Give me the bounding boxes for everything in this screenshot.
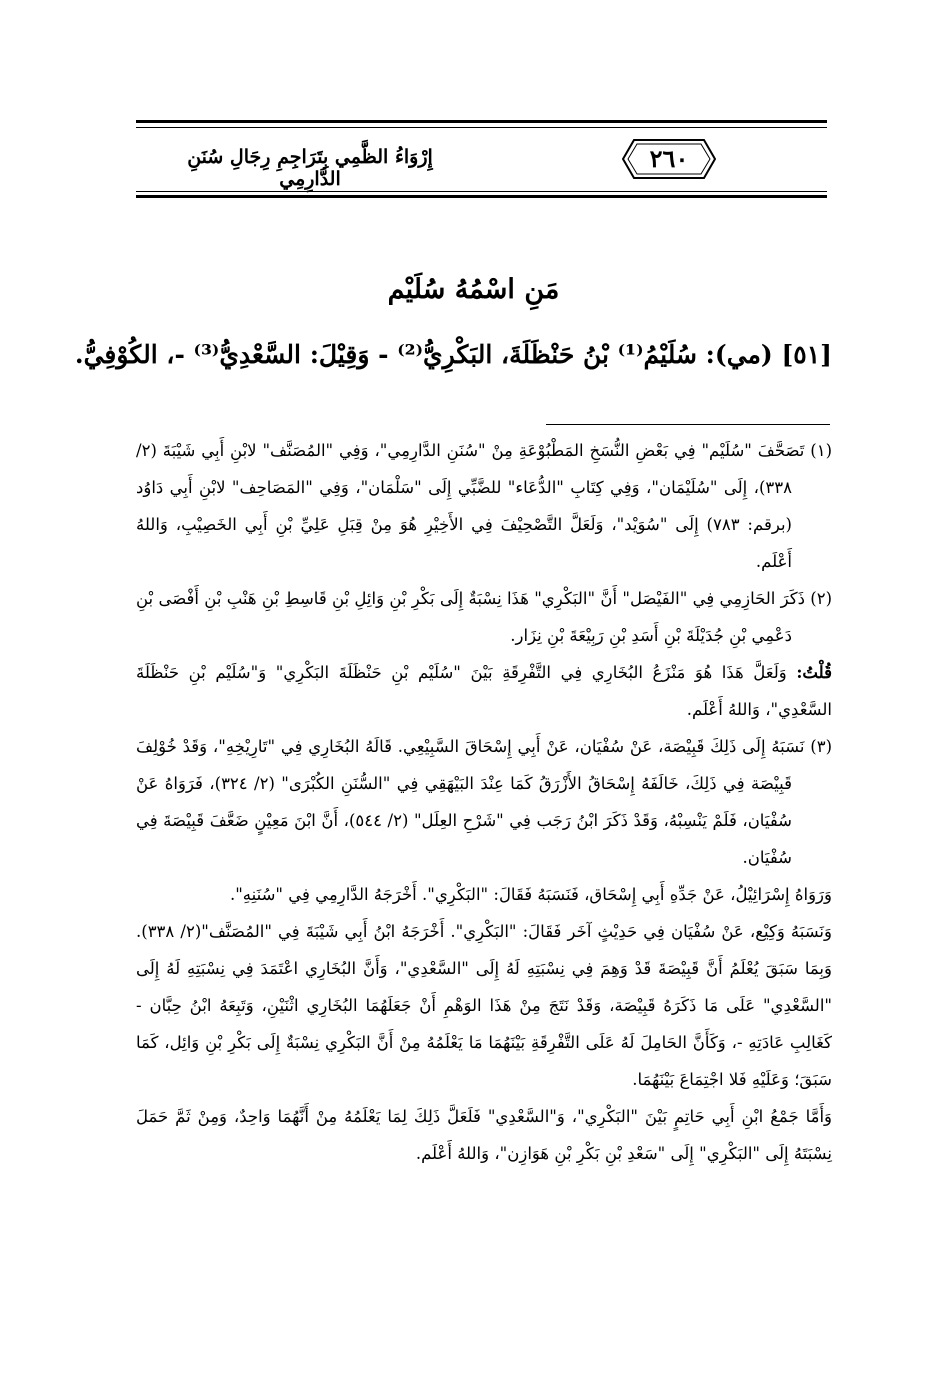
footnote-2-remark	[136, 654, 832, 728]
footnote-3: (٣) نَسَبَهُ إِلَى ذَلِكَ قَبِيْصَة، عَنْ سُفْيَان، عَنْ أَبِي إِسْحَاقَ السَّبِيْعِي. قَالَهُ البُخَارِي فِي "تَارِيْخِهِ"، وَقَدْ خُوْلِفَ قَبِيْصَة فِي ذَلِكَ، خَالَفَهُ إِسْحَاقُ الأَزْرَقُ كَمَا عِنْدَ البَيْهَقِي فِي "السُّنَنِ الكُبْرَى" (٢/ ٣٢٤)، فَرَوَاهُ عَنْ سُفْيَان، فَلَمْ يَنْسِبْهُ، وَقَدْ ذَكَرَ ابْنُ رَجَب فِي "شَرْحِ العِلَل" (٢/ ٥٤٤)، أَنَّ ابْنَ مَعِيْنٍ ضَعَّفَ قَبِيْصَةَ فِي سُفْيَان.	[136, 737, 832, 867]
entry-heading: [٥١] (مي): سُلَيْمُ⁽¹⁾ بْنُ حَنْظَلَةَ، البَكْرِيُّ⁽²⁾ - وَقِيْلَ: السَّعْدِيُّ⁽³⁾ -، الكُوْفِيُّ.	[74, 340, 832, 369]
paragraph-3: وَأَمَّا جَمْعُ ابْنِ أَبِي حَاتِمٍ بَيْنَ "البَكْرِي"، وَ"السَّعْدِي" فَلَعَلَّ ذَلِكَ لِمَا يَعْلَمُهُ مِنْ أَنَّهُمَا وَاحِدٌ، وَمِنْ ثَمَّ حَمَلَ نِسْبَتَهُ إِلَى "البَكْرِي" إِلَى "سَعْدِ بْنِ بَكْرِ بْنِ هَوَازِن"، وَاللهُ أَعْلَم.	[136, 1107, 832, 1163]
running-title: إِرْوَاءُ الظَّمِي بِتَرَاجِمِ رِجَالِ سُنَنِ الدَّارِمِي	[187, 146, 433, 190]
page-number: ٢٦٠	[649, 144, 689, 173]
header-rule-bottom-thick	[136, 195, 827, 198]
page-number-frame	[622, 139, 716, 179]
remark-text: وَلَعَلَّ هَذَا هُوَ مَنْزَعُ البُخَارِي فِي التَّفْرِقَةِ بَيْنَ "سُلَيْم بْنِ حَنْظَلَةَ البَكْرِي" وَ"سُلَيْم بْنِ حَنْظَلَةَ السَّعْدِي"، وَاللهُ أَعْلَم.	[136, 663, 832, 719]
header-rule-top-thick	[136, 120, 827, 123]
paragraph-1: وَرَوَاهُ إِسْرَائِيْلُ، عَنْ جَدِّهِ أَبِي إِسْحَاق، فَنَسَبَهُ فَقَالَ: "البَكْرِي". أَخْرَجَهُ الدَّارِمِي فِي "سُنَنِهِ".	[229, 885, 832, 904]
footnote-1: (١) تَصَحَّفَ "سُلَيْم" فِي بَعْضِ النُّسَخِ المَطْبُوْعَةِ مِنْ "سُنَنِ الدَّارِمِي"، وَفِي "المُصَنَّف" لابْنِ أَبِي شَيْبَةَ (٢/ ٣٣٨)، إِلَى "سُلَيْمَان"، وَفِي كِتَابِ "الدُّعَاء" للضَّبِّي إِلَى "سَلْمَان"، وَفِي "المَصَاحِف" لابْنِ أَبِي دَاوُد (برقم: ٧٨٣) إِلَى "سُوَيْد"، وَلَعَلَّ التَّصْحِيْفَ فِي الأَخِيْرِ هُوَ مِنْ قِبَلِ عَلِيِّ بْنِ أَبِي الخَصِيْبِ، وَاللهُ أَعْلَم.	[136, 441, 832, 571]
footnotes-block	[136, 432, 832, 1172]
section-title: مَنِ اسْمُهُ سُلَيْم	[387, 274, 560, 305]
remark-lead: قُلْتُ:	[796, 663, 832, 682]
footnote-divider	[546, 424, 830, 425]
paragraph-2: وَنَسَبَهُ وَكِيْع، عَنْ سُفْيَان فِي حَدِيْثٍ آخَر فَقَالَ: "البَكْرِي". أَخْرَجَهُ ابْنُ أَبِي شَيْبَةَ فِي "المُصَنَّف"(٢/ ٣٣٨). وَبِمَا سَبَقَ يُعْلَمُ أَنَّ قَبِيْصَةَ قَدْ وَهِمَ فِي نِسْبَتِهِ لَهُ إِلَى "السَّعْدِي"، وَأَنَّ البُخَارِي اعْتَمَدَ فِي نِسْبَتِهِ لَهُ إِلَى "السَّعْدِي" عَلَى مَا ذَكَرَهُ قَبِيْصَة، وَقَدْ نَتَجَ مِنْ هَذَا الوَهْمِ أَنْ جَعَلَهُمَا البُخَارِي اثْنَيْنِ، وَتَبِعَهُ ابْنُ حِبَّان - كَغَالِبِ عَادَتِهِ -، وَكَأَنَّ الحَامِلَ لَهُ عَلَى التَّفْرِقَةِ بَيْنَهُمَا مَا يَعْلَمُهُ مِنْ أَنَّ البَكْرِي نِسْبَةٌ إِلَى بَكْرِ بْنِ وَائِل، كَمَا سَبَقَ؛ وَعَلَيْهِ فَلا اجْتِمَاعَ بَيْنَهُمَا.	[136, 922, 832, 1089]
header-rule-bottom-thin	[136, 191, 827, 192]
header-rule-top-thin	[136, 127, 827, 128]
footnote-2: (٢) ذَكَرَ الحَازِمِي فِي "الفَيْصَل" أَنَّ "البَكْرِي" هَذَا نِسْبَةٌ إِلَى بَكْرِ بْنِ وَائِلِ بْنِ قَاسِطِ بْنِ هَنْبِ بْنِ أَفْصَى بْنِ دَعْمِي بْنِ جُدَيْلَةَ بْنِ أَسَدِ بْنِ رَبِيْعَةَ بْنِ نِزَار.	[136, 589, 832, 645]
